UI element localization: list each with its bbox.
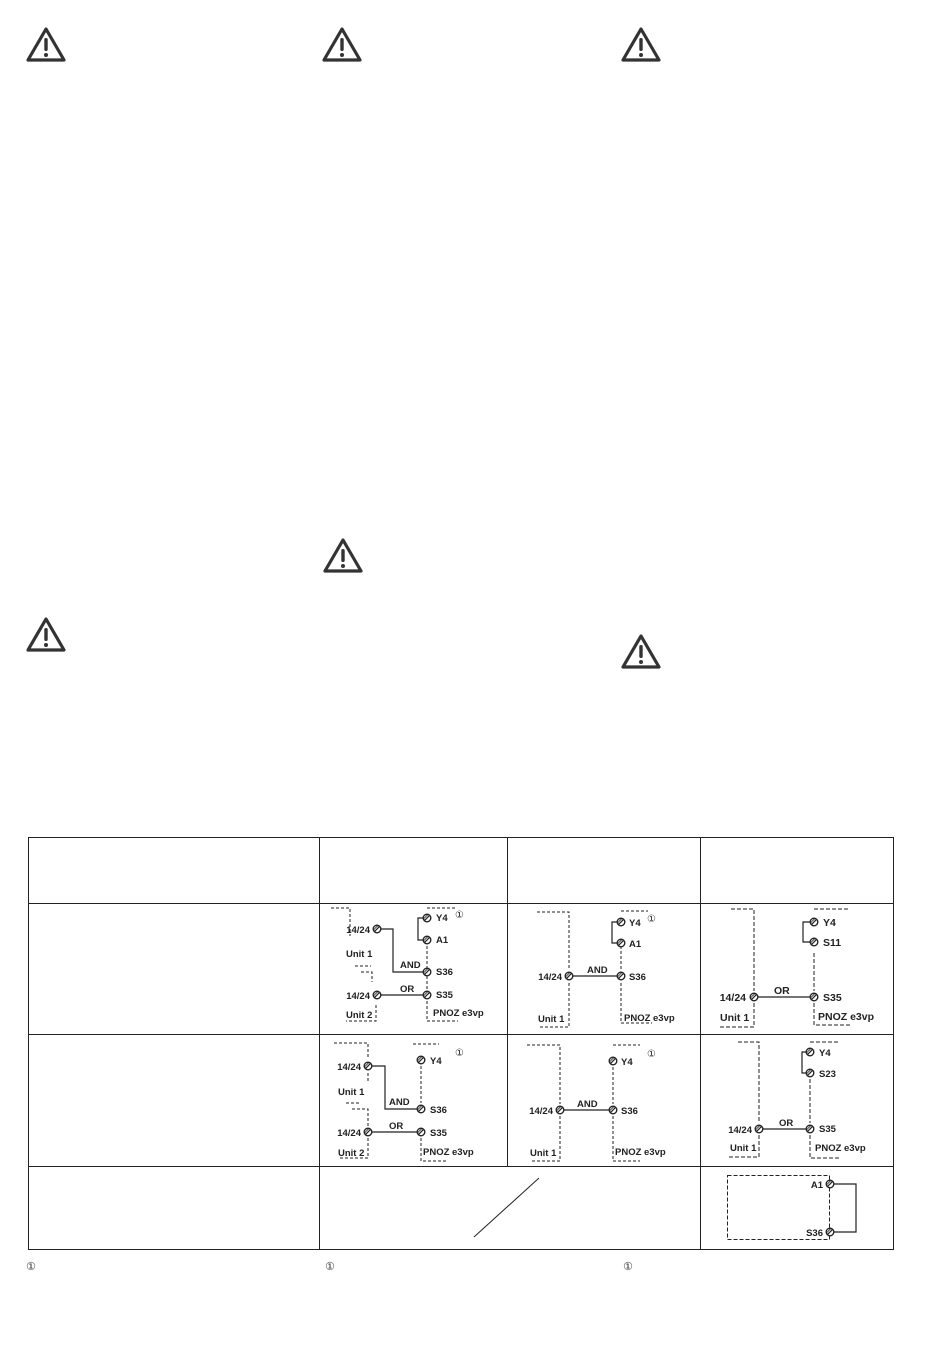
- terminal-label: Y4: [621, 1057, 633, 1068]
- terminal-screw-icon: [826, 1228, 834, 1236]
- or-label: OR: [774, 985, 790, 997]
- unit-label: Unit 1: [538, 1014, 565, 1025]
- terminal-label: Y4: [823, 917, 836, 929]
- terminal-label: S36: [430, 1105, 447, 1116]
- terminal-label: S35: [819, 1124, 836, 1135]
- terminal-screw-icon: [423, 936, 431, 944]
- terminal-label: 14/24: [538, 972, 562, 983]
- terminal-screw-icon: [417, 1056, 425, 1064]
- terminal-label: S36: [436, 967, 453, 978]
- footnote-marker: ①: [325, 1260, 335, 1273]
- diagram-r2c1: [334, 1043, 474, 1161]
- terminal-screw-icon: [750, 993, 758, 1001]
- diagram-r2c3: [728, 1042, 866, 1158]
- unit-label: Unit 1: [338, 1087, 365, 1098]
- terminal-label: A1: [436, 935, 449, 946]
- terminal-screw-icon: [364, 1128, 372, 1136]
- terminal-label: Y4: [430, 1056, 442, 1067]
- unit-label: Unit 2: [346, 1010, 373, 1021]
- terminal-label: 14/24: [346, 991, 370, 1002]
- footnote-marker: ①: [647, 914, 656, 925]
- device-label: PNOZ e3vp: [423, 1147, 474, 1158]
- terminal-screw-icon: [826, 1180, 834, 1188]
- terminal-label: 14/24: [346, 925, 370, 936]
- terminal-label: S35: [436, 990, 453, 1001]
- device-label: PNOZ e3vp: [624, 1013, 675, 1024]
- terminal-screw-icon: [556, 1106, 564, 1114]
- not-applicable-slash: [474, 1178, 539, 1237]
- or-label: OR: [389, 1121, 404, 1132]
- footnote-marker: ①: [647, 1049, 656, 1060]
- terminal-label: A1: [810, 1180, 823, 1191]
- terminal-screw-icon: [806, 1048, 814, 1056]
- terminal-screw-icon: [810, 918, 818, 926]
- terminal-screw-icon: [423, 968, 431, 976]
- terminal-screw-icon: [755, 1125, 763, 1133]
- terminal-screw-icon: [617, 918, 625, 926]
- diagram-r3c3: [728, 1176, 857, 1240]
- terminal-screw-icon: [364, 1062, 372, 1070]
- device-label: PNOZ e3vp: [615, 1147, 666, 1158]
- and-label: AND: [577, 1099, 598, 1110]
- and-label: AND: [400, 960, 421, 971]
- terminal-screw-icon: [806, 1125, 814, 1133]
- terminal-label: Y4: [629, 918, 641, 929]
- terminal-screw-icon: [806, 1069, 814, 1077]
- terminal-screw-icon: [810, 938, 818, 946]
- unit-label: Unit 1: [346, 949, 373, 960]
- diagram-r1c3: [718, 909, 874, 1027]
- terminal-label: Y4: [819, 1048, 831, 1059]
- device-label: PNOZ e3vp: [818, 1011, 875, 1023]
- terminal-screw-icon: [417, 1105, 425, 1113]
- and-label: AND: [587, 965, 608, 976]
- diagram-r1c1: [331, 908, 484, 1021]
- terminal-label: 14/24: [529, 1106, 553, 1117]
- terminal-screw-icon: [423, 914, 431, 922]
- unit-label: Unit 2: [338, 1148, 365, 1159]
- unit-label: Unit 1: [730, 1143, 757, 1154]
- footnote-marker: ①: [26, 1260, 36, 1273]
- terminal-label: 14/24: [719, 992, 746, 1004]
- terminal-label: 14/24: [337, 1062, 361, 1073]
- terminal-screw-icon: [810, 993, 818, 1001]
- terminal-screw-icon: [609, 1106, 617, 1114]
- terminal-label: Y4: [436, 913, 448, 924]
- footnote-marker: ①: [455, 1048, 464, 1059]
- terminal-screw-icon: [423, 991, 431, 999]
- diagram-r1c2: [537, 911, 675, 1027]
- terminal-screw-icon: [565, 972, 573, 980]
- terminal-screw-icon: [617, 972, 625, 980]
- or-label: OR: [400, 984, 415, 995]
- terminal-label: S23: [819, 1069, 836, 1080]
- terminal-label: S35: [430, 1128, 447, 1139]
- footnote-marker: ①: [455, 910, 464, 921]
- terminal-label: S36: [621, 1106, 638, 1117]
- terminal-screw-icon: [373, 925, 381, 933]
- table-grid: [29, 838, 894, 1250]
- terminal-screw-icon: [617, 939, 625, 947]
- terminal-label: S11: [823, 937, 842, 949]
- unit-label: Unit 1: [720, 1012, 750, 1024]
- terminal-label: S35: [823, 992, 842, 1004]
- terminal-label: A1: [629, 939, 642, 950]
- unit-label: Unit 1: [530, 1148, 557, 1159]
- and-label: AND: [389, 1097, 410, 1108]
- terminal-label: 14/24: [337, 1128, 361, 1139]
- device-label: PNOZ e3vp: [815, 1143, 866, 1154]
- terminal-label: 14/24: [728, 1125, 752, 1136]
- terminal-screw-icon: [609, 1057, 617, 1065]
- footnote-marker: ①: [623, 1260, 633, 1273]
- terminal-label: S36: [806, 1228, 823, 1239]
- terminal-screw-icon: [373, 991, 381, 999]
- or-label: OR: [779, 1118, 794, 1129]
- terminal-label: S36: [629, 972, 646, 983]
- terminal-screw-icon: [417, 1128, 425, 1136]
- device-label: PNOZ e3vp: [433, 1008, 484, 1019]
- diagram-r2c2: [527, 1045, 666, 1161]
